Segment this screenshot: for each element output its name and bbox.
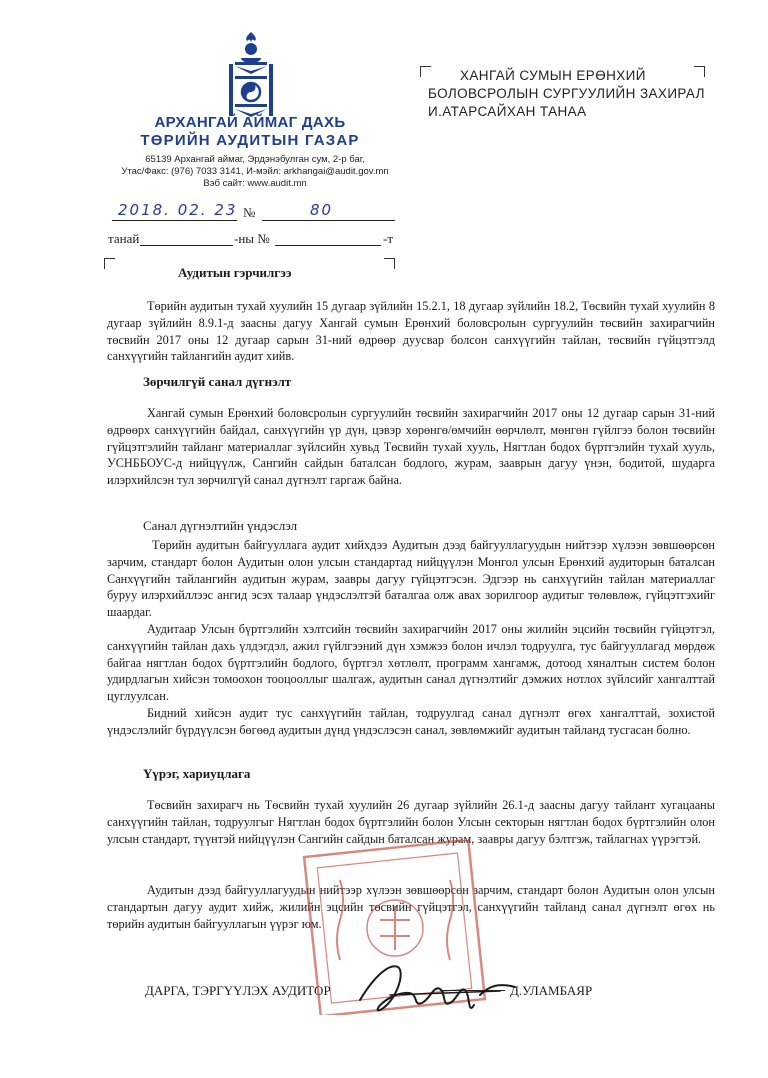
section3-p1: Төсвийн захирагч нь Төсвийн тухай хуулийн 26 дугаар зүйлийн 26.1-д заасны дагуу тайлант хугацааны санхүүгийн тайлан, тодруулгыг Нягтлан бодох бүртгэлийн болон Улсын секторын нягтлан бодох бүртгэлийн олон улсын стандарт, түүнтэй нийцүүлэн Сангийн сайдын баталсан журам, заавры дагуу бэлтгэж, тайлагнах үүрэгтэй. <box>107 798 715 846</box>
section2-p2: Аудитаар Улсын бүртгэлийн хэлтсийн төсвийн захирагчийн 2017 оны жилийн эцсийн төсвийн гүйцэтгэл, санхүүгийн тайлан дахь үлдэгдэл, ажил гүйлгээний дүн хэмжээ болон ичлэл тодруулга, тус байгууллагад мөрдөж байгаа нягтлан бодох бүртгэлийн бодлого, бүртгэл хөтлөлт, программ хангамж, дотоод хяналтын систем болон удирдлагын хийсэн томоохон тооцооллыг шалгаж, аудитын санал дүгнэлтийг дэмжих нотлох зүйлсийг хангалттай цуглуулсан. <box>107 622 715 704</box>
date-underline <box>112 220 237 221</box>
number-label: № <box>243 205 256 220</box>
subject-title: Аудитын гэрчилгээ <box>178 265 292 280</box>
intro-paragraph: Төрийн аудитын тухай хуулийн 15 дугаар зүйлийн 15.2.1, 18 дугаар зүйлийн 18.2, Төсвийн тухай хуулийн 8 дугаар зүйлийн 8.9.1-д заасны дагуу Хангай сумын Ерөнхий боловсролын сургуулийн төсвийн захирагчийн төсвийн 2017 оны 12 дугаар сарын 31-ний өдрөөр дуусвар болсон санхүүгийн тайлан, төсвийн гүйцэтгэлд санхүүгийн тайлангийн аудит хийв. <box>107 299 715 364</box>
signatory-name: Д.УЛАМБАЯР <box>510 983 593 998</box>
t-label: -т <box>383 231 394 246</box>
org-name-line1: АРХАНГАЙ АЙМАГ ДАХЬ <box>154 114 346 131</box>
number-handwritten: 80 <box>310 201 334 219</box>
date-handwritten: 2018. 02. 23 <box>118 201 238 219</box>
number-underline <box>262 220 395 221</box>
tanai-underline <box>140 245 233 246</box>
signature-line <box>440 990 505 991</box>
recipient-line2: БОЛОВСРОЛЫН СУРГУУЛИЙН ЗАХИРАЛ <box>428 86 705 101</box>
signatory-title: ДАРГА, ТЭРГҮҮЛЭХ АУДИТОР <box>145 983 331 998</box>
corner-mark-tl <box>420 66 431 77</box>
section3-heading: Үүрэг, хариуцлага <box>143 766 251 781</box>
soyombo-emblem <box>225 30 277 120</box>
recipient-line3: И.АТАРСАЙХАН ТАНАА <box>428 104 587 119</box>
section1-heading: Зөрчилгүй санал дүгнэлт <box>143 374 292 389</box>
subject-corner-right <box>384 258 395 269</box>
section3-p2: Аудитын дээд байгууллагуудын нийтээр хүлээн зөвшөөрсөн зарчим, стандарт болон Аудитын олон улсын стандартын дагуу аудит хийж, жилийн эцсийн төсвийн гүйцэтгэл, санхүүгийн тайланд санал дүгнэлт өгөх нь төрийн аудитын байгууллагын үүрэг юм. <box>107 883 715 931</box>
section2-heading: Санал дүгнэлтийн үндэслэл <box>143 518 298 533</box>
ny-label: -ны № <box>234 231 270 246</box>
org-name-line2: ТӨРИЙН АУДИТЫН ГАЗАР <box>140 132 360 149</box>
corner-mark-tr <box>694 66 705 77</box>
section2-p3: Бидний хийсэн аудит тус санхүүгийн тайлан, тодруулгад санал дүгнэлт өгөх хангалттай, зохистой үндэслэлийг бүрдүүлсэн бөгөөд аудитын дүнд үндэслэсэн санал, зөвлөмжийг аудитын тайланд тусгасан болно. <box>107 706 715 737</box>
subject-corner-left <box>104 258 115 269</box>
org-address: 65139 Архангай аймаг, Эрдэнэбулган сум, 2-р баг, <box>145 154 365 165</box>
org-website: Вэб сайт: www.audit.mn <box>203 178 307 189</box>
tanai-label: танай <box>108 231 140 246</box>
recipient-line1: ХАНГАЙ СУМЫН ЕРӨНХИЙ <box>460 68 646 83</box>
section2-p1: Төрийн аудитын байгууллага аудит хийхдээ Аудитын дээд байгууллагуудын нийтээр хүлээн зөвшөөрсөн зарчим, стандарт болон Аудитын олон улсын стандартад нийцүүлэн Монгол улсын Ерөнхий аудиторын баталсан Санхүүгийн тайлангийн аудитын журам, заавры дагуу гүйцэтгэсэн. Эдгээр нь санхүүгийн тайлан материаллаг буруу илэрхийллээс ангид эсэх талаар үндэслэлтэй баталгаа олж авах зорилгоор аудитыг төлөвлөж, гүйцэтгэхийг шаардаг. <box>107 538 715 620</box>
ny-underline <box>275 245 381 246</box>
org-contact: Утас/Факс: (976) 7033 3141, И-мэйл: arkhangai@audit.gov.mn <box>121 166 389 177</box>
section1-text: Хангай сумын Ерөнхий боловсролын сургуулийн төсвийн захирагчийн 2017 оны 12 дугаар сарын 31-ний өдрөөрх санхүүгийн байдал, санхүүгийн үр дүн, цэвэр хөрөнгө/өмчийн өөрчлөлт, мөнгөн гүйлгээ болон төсвийн гүйцэтгэлийн тайланг материаллаг зүйлсийн хувьд Төсвийн тухай хууль, Нягтлан бодох бүртгэлийн тухай хууль, УСНББОУС-д нийцүүлж, Сангийн сайдын баталсан бодлого, журам, зааврын дагуу үнэн, бодитой, шударга илэрхийлсэн тул зөрчилгүй санал дүгнэлт гаргаж байна. <box>107 406 715 488</box>
